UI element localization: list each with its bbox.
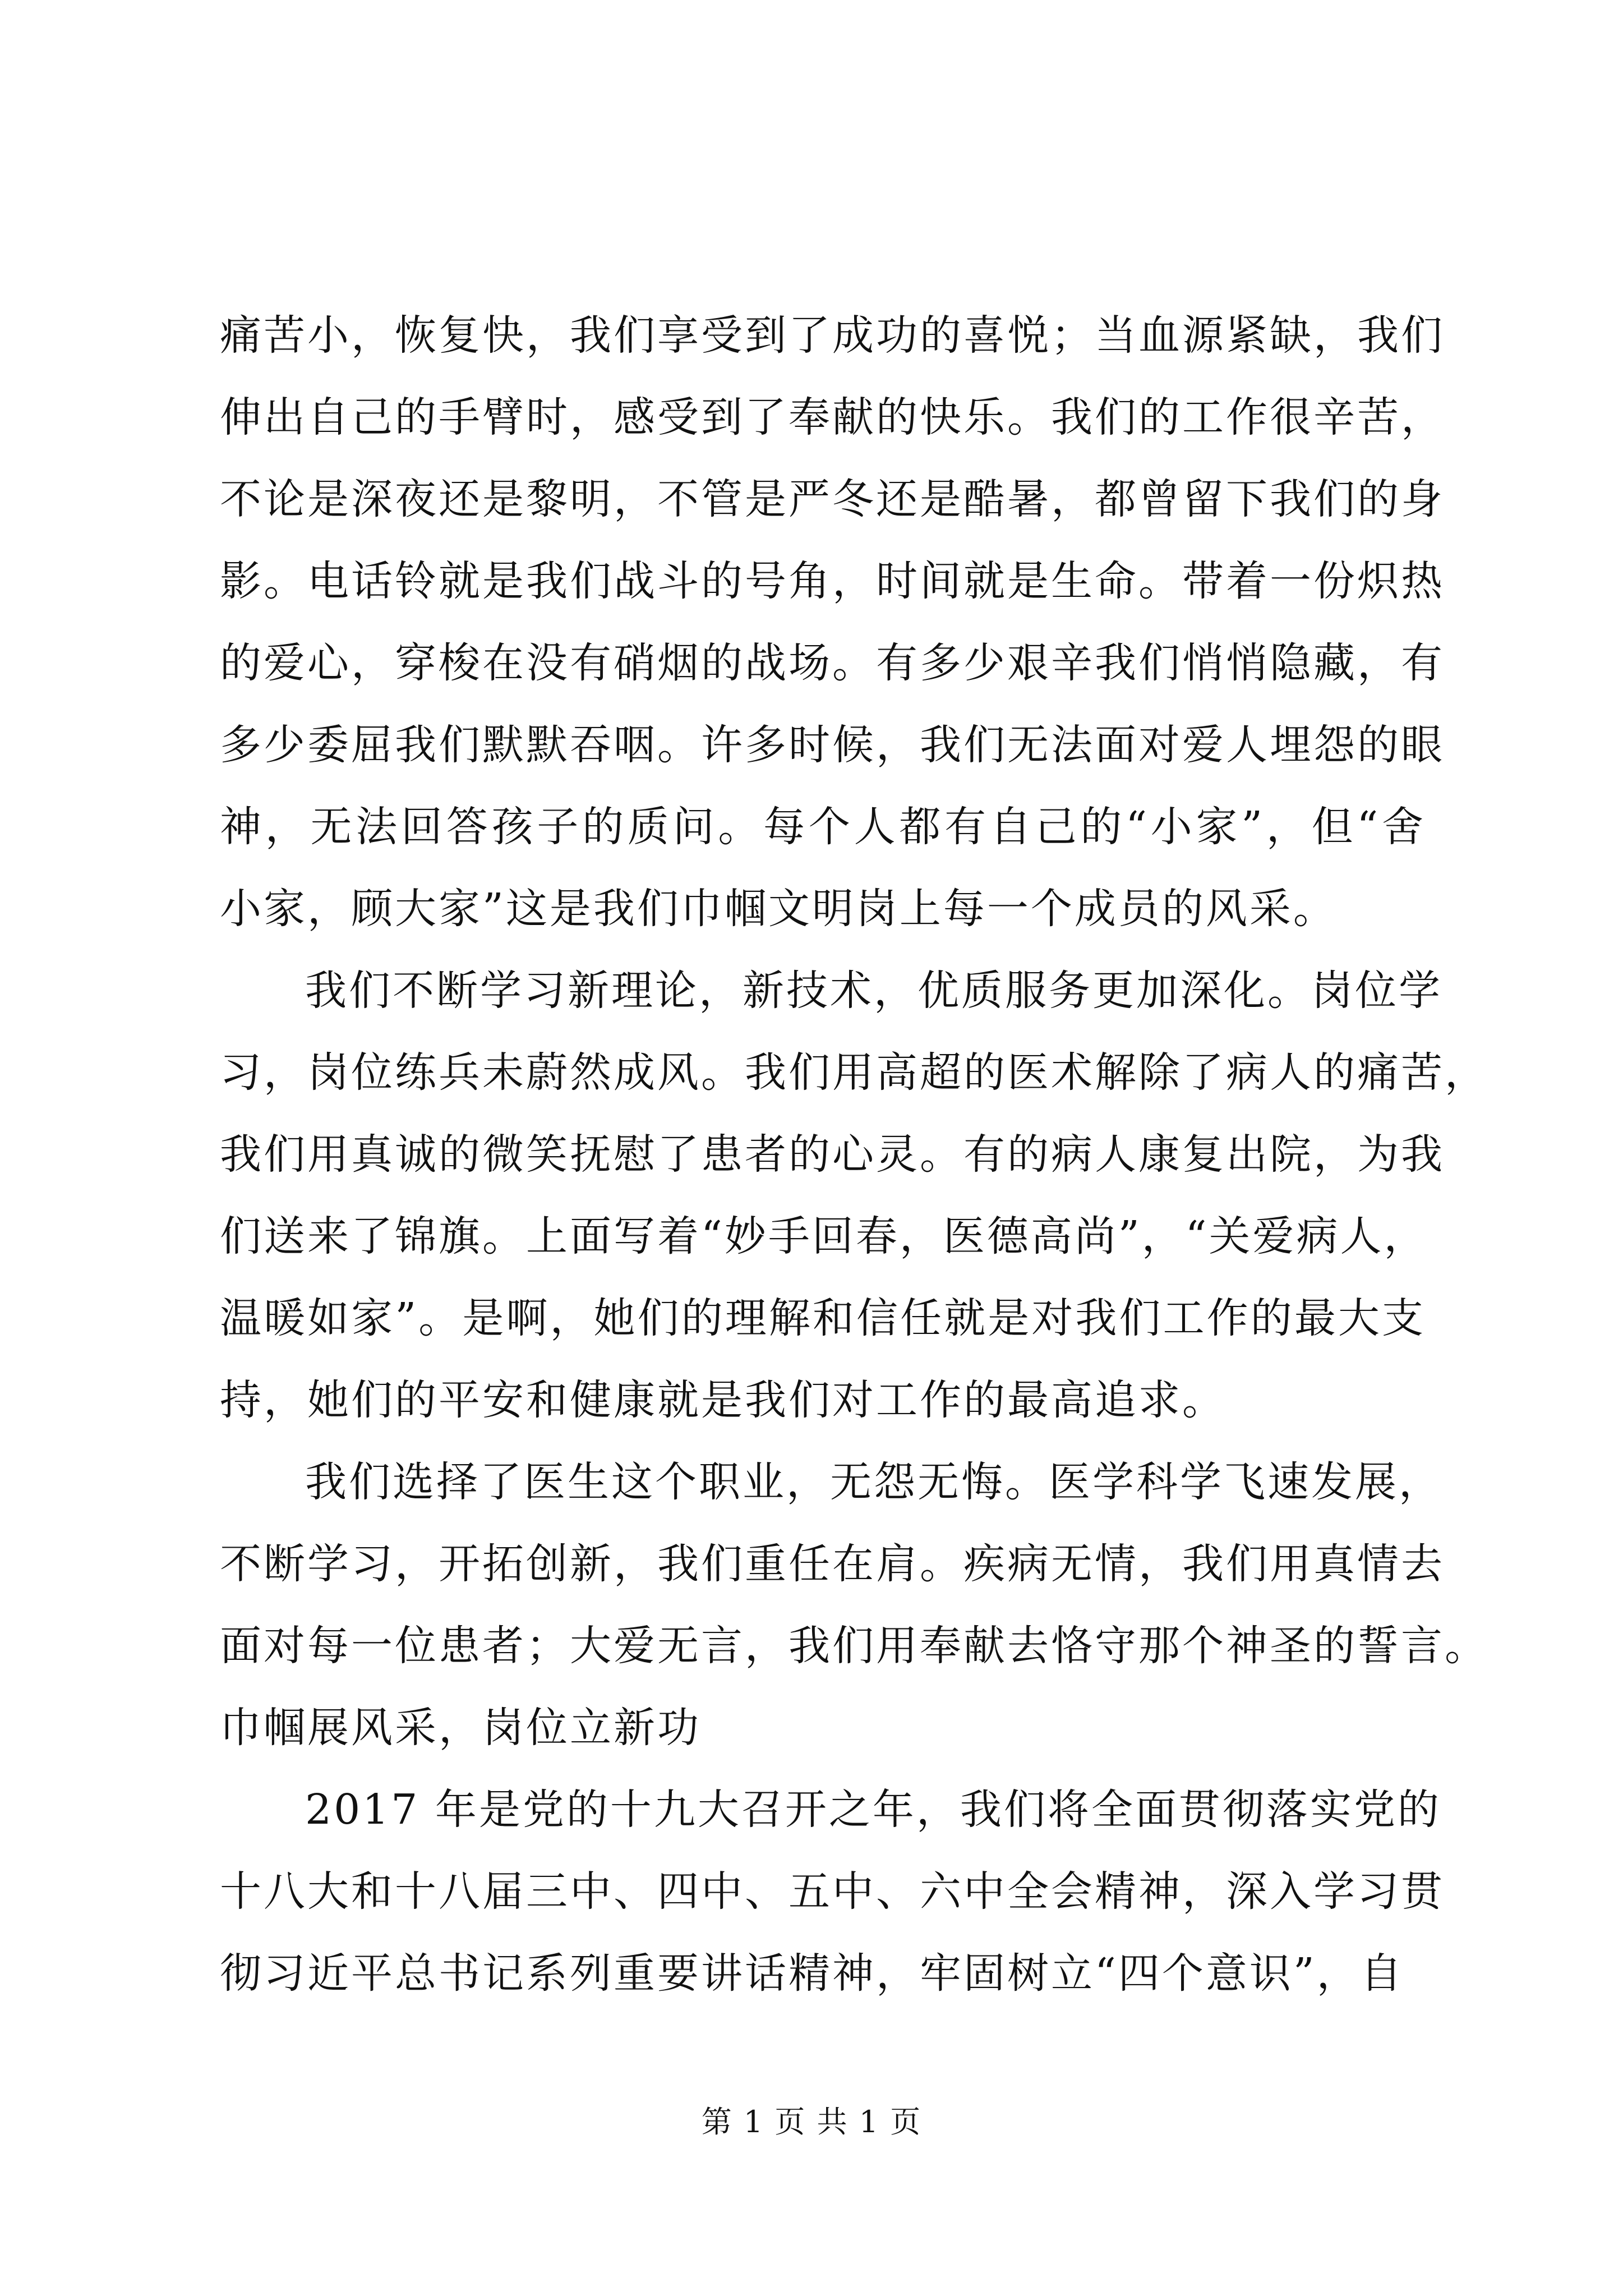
paragraph [220,295,1445,950]
text-line: 习，岗位练兵未蔚然成风。我们用高超的医术解除了病人的痛苦， [220,1048,1488,1097]
text-line: 十八大和十八届三中、四中、五中、六中全会精神，深入学习贯 [220,1867,1445,1916]
text-line: 持，她们的平安和健康就是我们对工作的最高追求。 [220,1376,1226,1424]
text-line: 小家，顾大家”这是我们巾帼文明岗上每一个成员的风采。 [220,885,1337,933]
text-line: 多少委屈我们默默吞咽。许多时候，我们无法面对爱人埋怨的眼 [220,721,1445,769]
text-line: 温暖如家”。是啊，她们的理解和信任就是对我们工作的最大支 [220,1294,1426,1342]
text-line: 巾帼展风采，岗位立新功 [220,1704,701,1752]
text-line: 彻习近平总书记系列重要讲话精神，牢固树立“四个意识”，自 [220,1949,1404,1998]
text-line: 伸出自己的手臂时，感受到了奉献的快乐。我们的工作很辛苦， [220,393,1445,441]
text-line: 我们不断学习新理论，新技术，优质服务更加深化。岗位学 [305,967,1442,1015]
document-body [220,295,1488,2014]
paragraph [220,1441,1488,1769]
text-line: 影。电话铃就是我们战斗的号角，时间就是生命。带着一份炽热 [220,557,1445,605]
paragraph [220,1769,1445,2014]
text-line: 不断学习，开拓创新，我们重任在肩。疾病无情，我们用真情去 [220,1540,1445,1588]
text-line: 们送来了锦旗。上面写着“妙手回春，医德高尚”，“关爱病人， [220,1212,1428,1260]
text-line: 痛苦小，恢复快，我们享受到了成功的喜悦；当血源紧缺，我们 [220,311,1445,360]
paragraph [220,950,1488,1441]
text-line: 不论是深夜还是黎明，不管是严冬还是酷暑，都曾留下我们的身 [220,475,1445,523]
text-line: 面对每一位患者；大爱无言，我们用奉献去恪守那个神圣的誓言。 [220,1622,1488,1670]
text-line: 2017 年是党的十九大召开之年，我们将全面贯彻落实党的 [305,1786,1441,1834]
text-line: 神，无法回答孩子的质问。每个人都有自己的“小家”，但“舍 [220,803,1426,851]
text-line: 的爱心，穿梭在没有硝烟的战场。有多少艰辛我们悄悄隐藏，有 [220,639,1445,687]
text-line: 我们用真诚的微笑抚慰了患者的心灵。有的病人康复出院，为我 [220,1130,1445,1179]
page-footer: 第 1 页 共 1 页 [701,2104,922,2139]
text-line: 我们选择了医生这个职业，无怨无悔。医学科学飞速发展， [305,1458,1442,1506]
